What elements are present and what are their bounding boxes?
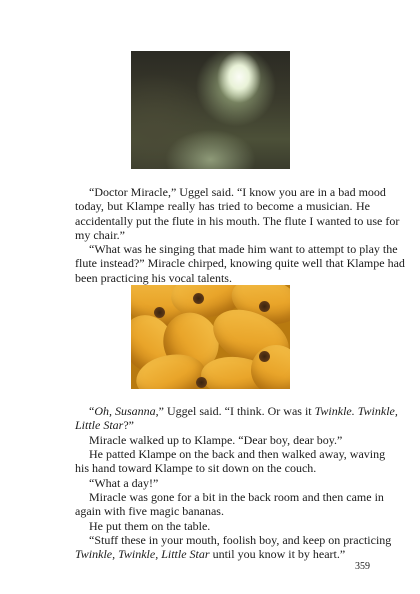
paragraph-he-patted: He patted Klampe on the back and then walked away, waving his hand toward Klampe to sit down on the couch. <box>75 447 386 476</box>
cave-photo <box>131 51 290 169</box>
paragraph-what-was-he-singing: “What was he singing that made him want to attempt to play the flute instead?” Miracle chirped, knowing quite well that Klampe had been practicing his vocal talents. <box>75 242 405 285</box>
paragraph-what-a-day: “What a day!” <box>89 476 159 490</box>
paragraph-doctor-miracle: “Doctor Miracle,” Uggel said. “I know you are in a bad mood today, but Klampe really has tried to become a musician. He accidentally put the flute in his mouth. The flute I wanted to use for my chair.” <box>75 185 400 243</box>
bananas-photo <box>131 285 290 389</box>
page-number: 359 <box>355 561 370 572</box>
paragraph-oh-susanna: “Oh, Susanna,” Uggel said. “I think. Or was it Twinkle. Twinkle, Little Star?” <box>75 404 398 433</box>
paragraph-miracle-walked: Miracle walked up to Klampe. “Dear boy, dear boy.” <box>89 433 343 447</box>
paragraph-put-on-table: He put them on the table. <box>89 519 211 533</box>
paragraph-stuff-these: “Stuff these in your mouth, foolish boy, and keep on practicing Twinkle, Twinkle, Little Star until you know it by heart.” <box>75 533 392 562</box>
paragraph-miracle-was-gone: Miracle was gone for a bit in the back room and then came in again with five magic bananas. <box>75 490 384 519</box>
